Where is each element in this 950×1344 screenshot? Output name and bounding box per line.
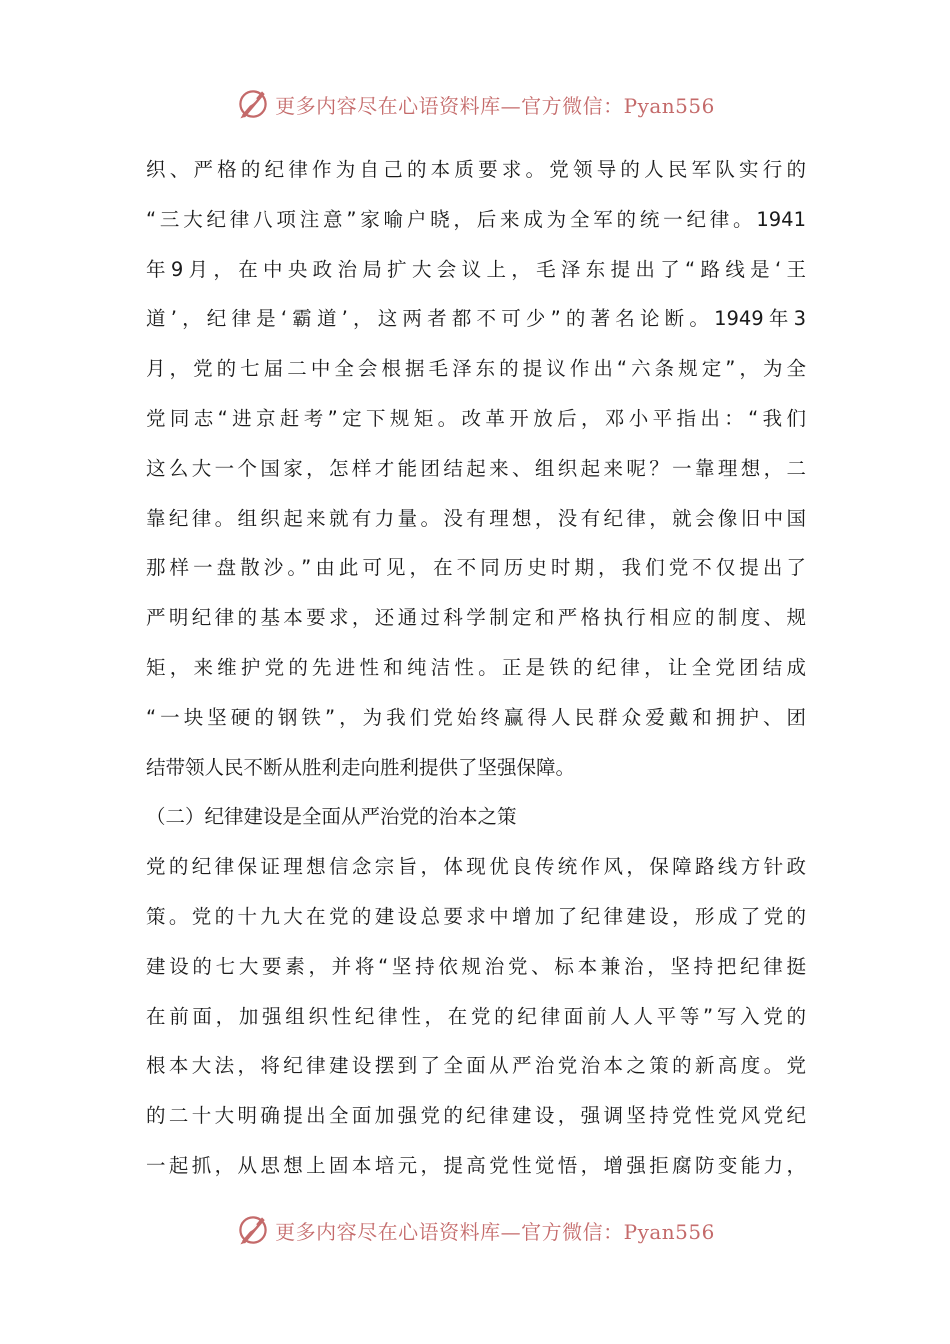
- text-line: 党的纪律保证理想信念宗旨，体现优良传统作风，保障路线方针政: [146, 855, 806, 879]
- text-line: 严明纪律的基本要求，还通过科学制定和严格执行相应的制度、规: [146, 606, 806, 630]
- text-line: 策。党的十九大在党的建设总要求中增加了纪律建设，形成了党的: [146, 904, 806, 928]
- watermark-text: 更多内容尽在心语资料库—官方微信：Pyan556: [275, 1219, 715, 1244]
- pen-logo-icon: [235, 86, 271, 122]
- text-line: 党同志“进京赶考”定下规矩。改革开放后，邓小平指出：“我们: [146, 406, 806, 430]
- pen-logo-icon: [235, 1212, 271, 1248]
- text-line: 这么大一个国家，怎样才能团结起来、组织起来呢？一靠理想，二: [146, 456, 806, 480]
- header-watermark: [0, 84, 950, 124]
- text-line: 年9月，在中央政治局扩大会议上，毛泽东提出了“路线是‘王: [146, 257, 806, 281]
- watermark-text: 更多内容尽在心语资料库—官方微信：Pyan556: [275, 93, 715, 118]
- text-line: 在前面，加强组织性纪律性，在党的纪律面前人人平等”写入党的: [146, 1004, 806, 1028]
- text-line: 道’，纪律是‘霸道’，这两者都不可少”的著名论断。1949年3: [146, 307, 806, 331]
- text-line: 根本大法，将纪律建设摆到了全面从严治党治本之策的新高度。党: [146, 1054, 806, 1078]
- text-line: 的二十大明确提出全面加强党的纪律建设，强调坚持党性党风党纪: [146, 1104, 806, 1128]
- text-line: 一起抓，从思想上固本培元，提高党性觉悟，增强拒腐防变能力，: [146, 1153, 806, 1177]
- document-body: [146, 145, 806, 1191]
- text-line: 靠纪律。组织起来就有力量。没有理想，没有纪律，就会像旧中国: [146, 506, 806, 530]
- text-line: “三大纪律八项注意”家喻户晓，后来成为全军的统一纪律。1941: [146, 207, 806, 231]
- text-line: “一块坚硬的钢铁”，为我们党始终赢得人民群众爱戴和拥护、团: [146, 705, 806, 729]
- text-line: 矩，来维护党的先进性和纯洁性。正是铁的纪律，让全党团结成: [146, 655, 806, 679]
- footer-watermark: [0, 1210, 950, 1250]
- text-line: 结带领人民不断从胜利走向胜利提供了坚强保障。: [146, 755, 576, 779]
- section-heading: （二）纪律建设是全面从严治党的治本之策: [146, 805, 517, 829]
- text-line: 月，党的七届二中全会根据毛泽东的提议作出“六条规定”，为全: [146, 357, 806, 381]
- text-line: 织、严格的纪律作为自己的本质要求。党领导的人民军队实行的: [146, 158, 806, 181]
- text-line: 那样一盘散沙。”由此可见，在不同历史时期，我们党不仅提出了: [146, 556, 806, 580]
- text-line: 建设的七大要素，并将“坚持依规治党、标本兼治，坚持把纪律挺: [146, 954, 806, 978]
